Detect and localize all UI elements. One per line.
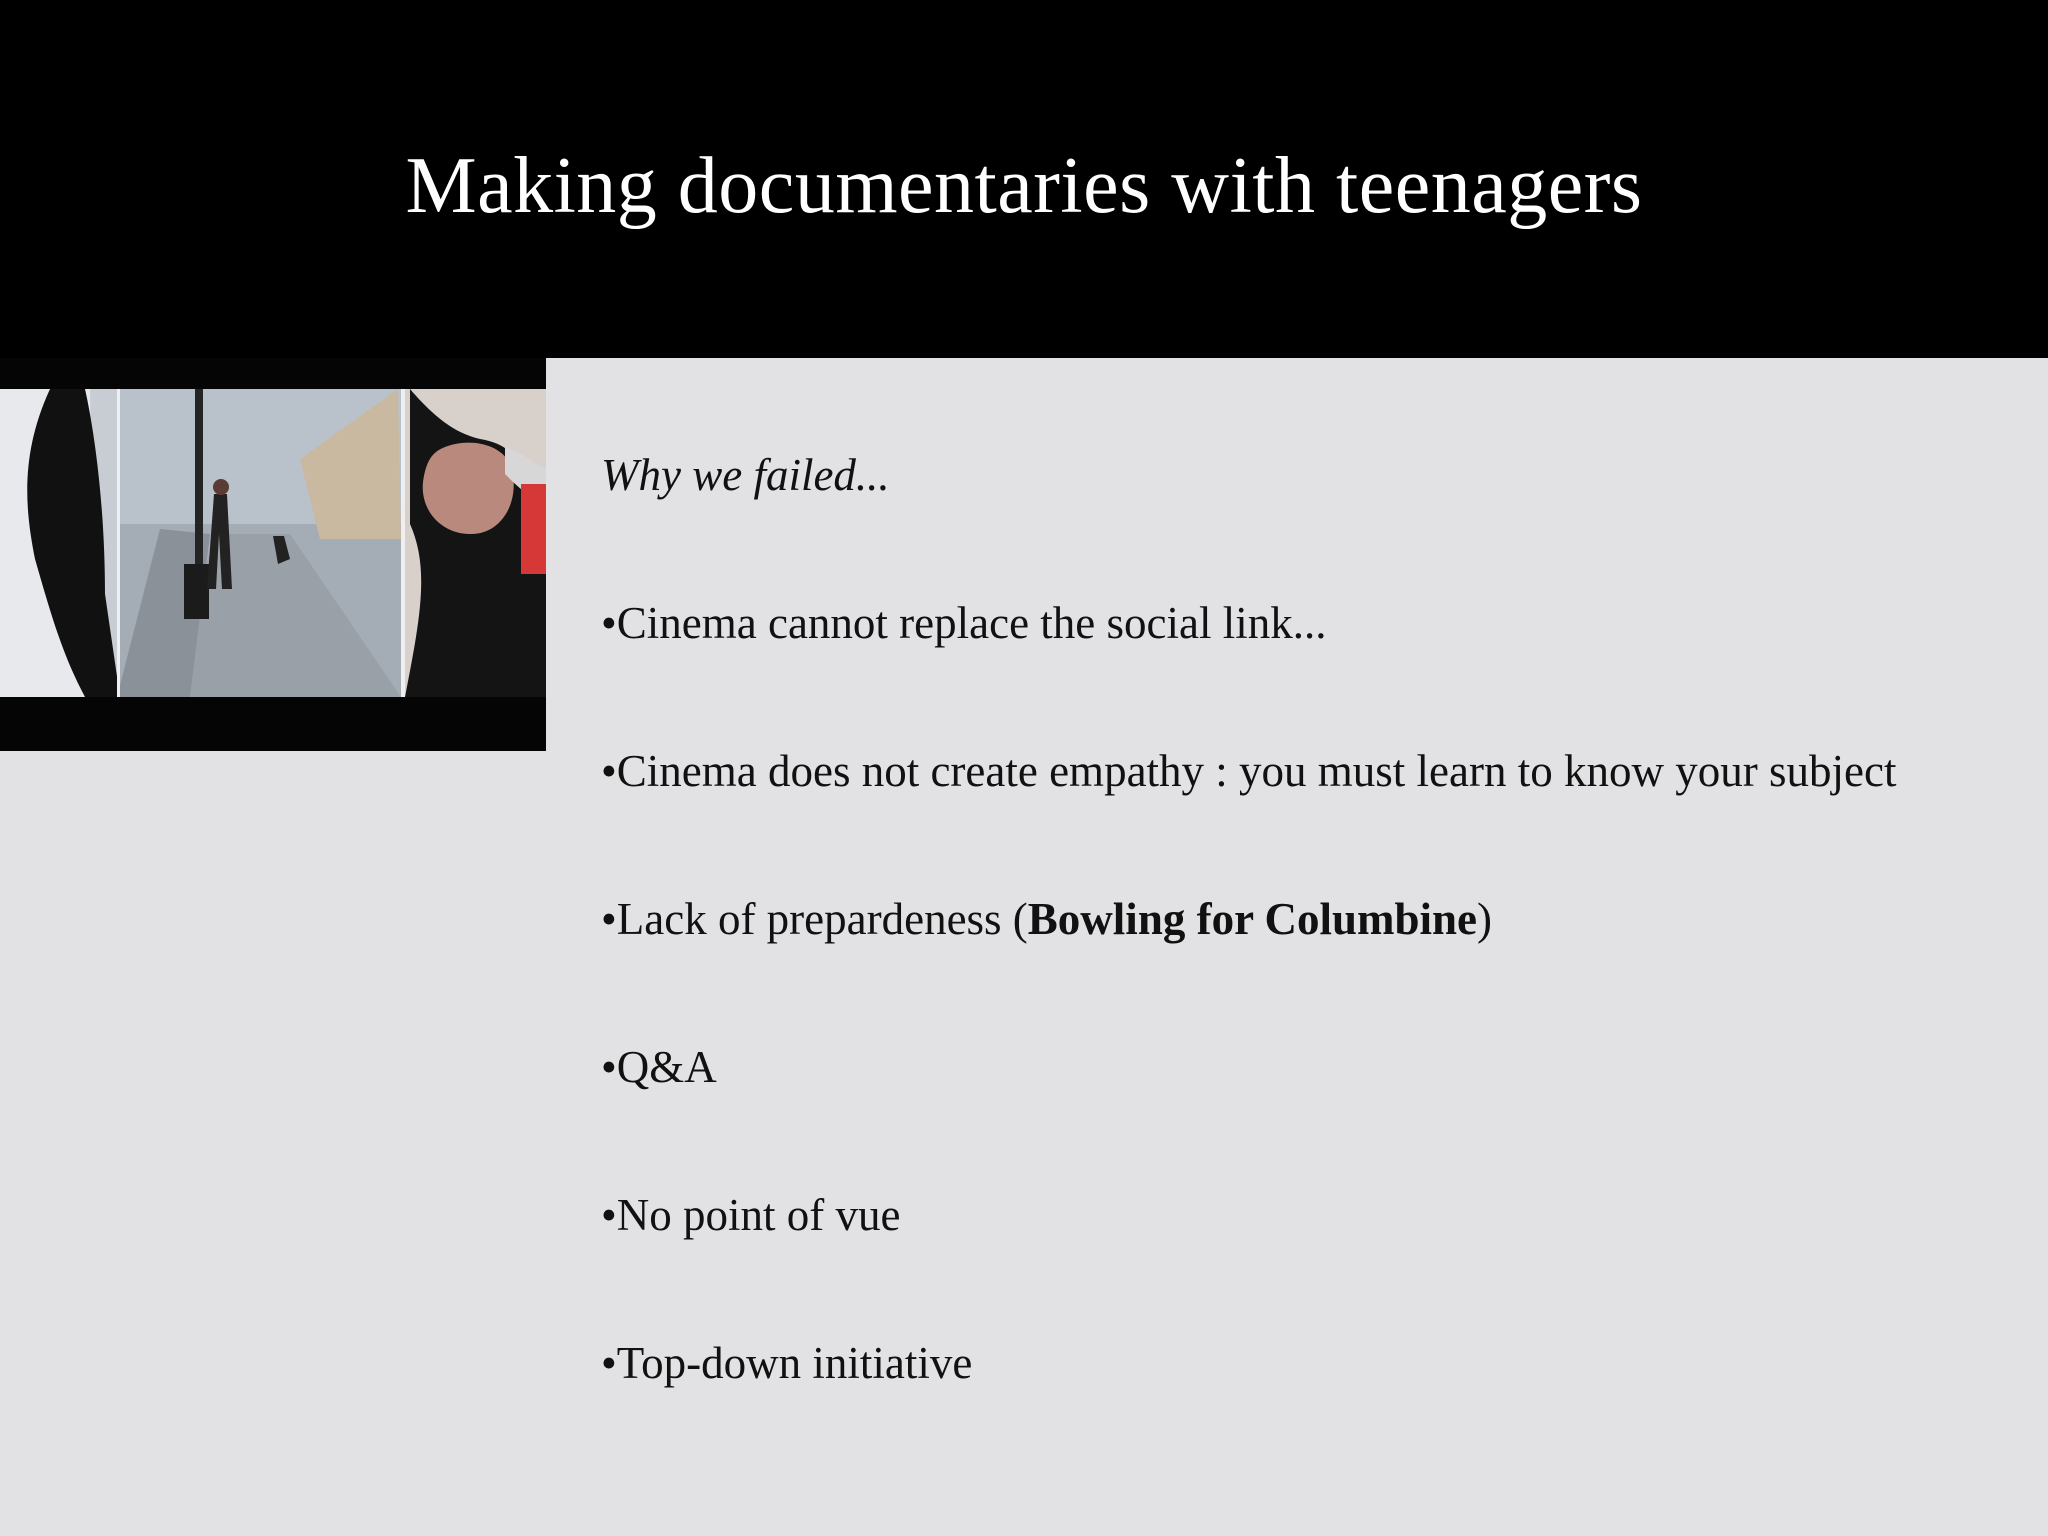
closing-parenthesis: ) [1477, 894, 1493, 944]
slide-body [601, 444, 1951, 1394]
street-scene-image [0, 389, 546, 697]
video-thumbnail [0, 358, 546, 751]
slide-title: Making documentaries with teenagers [405, 142, 1643, 230]
bullet-point: •Q&A [601, 1042, 717, 1092]
street-scene-illustration [0, 389, 546, 697]
bullet-point [601, 888, 1951, 950]
bullet-point: •Cinema cannot replace the social link... [601, 598, 1327, 648]
title-band [0, 0, 2048, 358]
bullet-point: •Top-down initiative [601, 1338, 973, 1388]
bullet-point: •No point of vue [601, 1190, 901, 1240]
bullet-text: •Lack of prepardeness ( [601, 894, 1028, 944]
bullet-point: •Cinema does not create empathy : you must learn to know your subject [601, 746, 1897, 796]
film-title: Bowling for Columbine [1027, 894, 1478, 944]
slide-subtitle: Why we failed... [601, 450, 890, 500]
